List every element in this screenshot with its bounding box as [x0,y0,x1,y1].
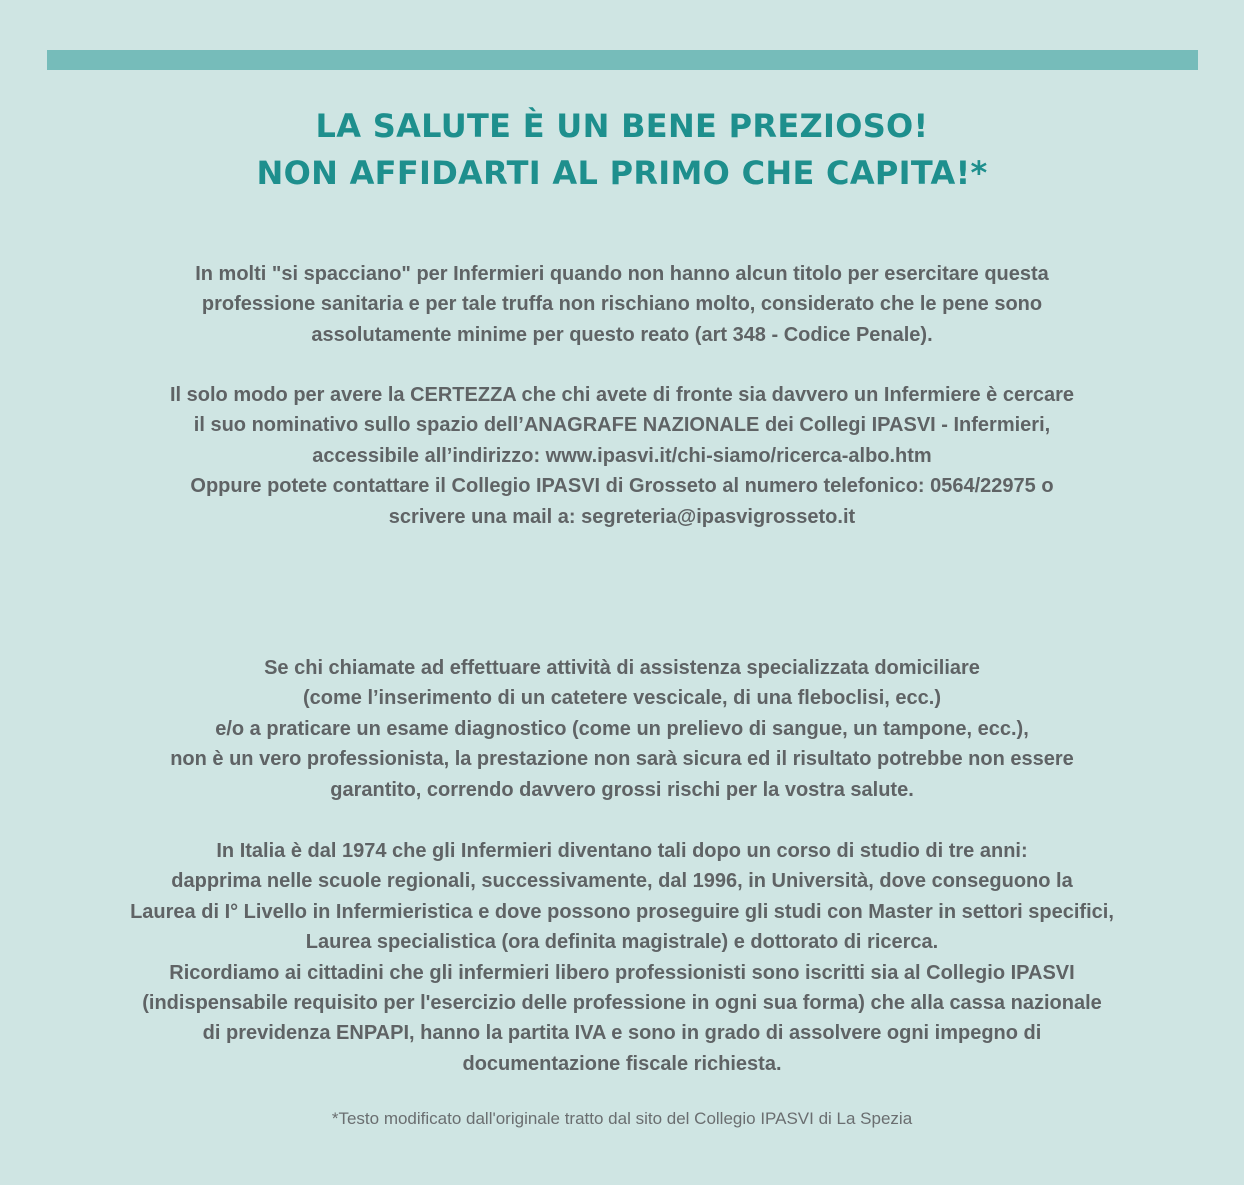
paragraph-line: In Italia è dal 1974 che gli Infermieri diventano tali dopo un corso di studio di tre anni: [216,840,1028,862]
page-title [0,103,1244,197]
paragraph-line: Laurea specialistica (ora definita magistrale) e dottorato di ricerca. [305,931,939,954]
paragraph-education [0,836,1244,1079]
paragraph-line: il suo nominativo sullo spazio dell’ANAGRAFE NAZIONALE dei Collegi IPASVI - Infermieri, [193,414,1051,437]
paragraph-line-phone: Oppure potete contattare il Collegio IPASVI di Grosseto al numero telefonico: 0564/22975 o [190,475,1054,498]
paragraph-line: In molti "si spacciano" per Infermieri quando non hanno alcun titolo per esercitare questa [195,263,1049,285]
paragraph-line: assolutamente minime per questo reato (art 348 - Codice Penale). [311,323,933,346]
title-line-1: LA SALUTE È UN BENE PREZIOSO! [315,107,929,145]
paragraph-line: Se chi chiamate ad effettuare attività di assistenza specializzata domiciliare [264,657,980,679]
paragraph-line-url: accessibile all’indirizzo: www.ipasvi.it/chi-siamo/ricerca-albo.htm [312,444,932,467]
paragraph-risks [0,653,1244,805]
paragraph-line: garantito, correndo davvero grossi rischi per la vostra salute. [330,778,914,801]
paragraph-verification [0,380,1244,532]
title-line-2: NON AFFIDARTI AL PRIMO CHE CAPITA!* [256,154,988,192]
paragraph-impostors [0,259,1244,350]
paragraph-line: e/o a praticare un esame diagnostico (come un prelievo di sangue, un tampone, ecc.), [215,717,1029,740]
paragraph-line: dapprima nelle scuole regionali, successivamente, dal 1996, in Università, dove conseguono la [171,870,1073,893]
paragraph-line-email: scrivere una mail a: segreteria@ipasvigrosseto.it [388,505,856,528]
paragraph-line: documentazione fiscale richiesta. [462,1052,782,1075]
paragraph-line: (come l’inserimento di un catetere vescicale, di una fleboclisi, ecc.) [302,687,941,710]
paragraph-line: Il solo modo per avere la CERTEZZA che chi avete di fronte sia davvero un Infermiere è cercare [169,384,1075,406]
paragraph-line: professione sanitaria e per tale truffa non rischiano molto, considerato che le pene sono [201,293,1043,316]
paragraph-line: (indispensabile requisito per l'esercizio delle professione in ogni sua forma) che alla cassa nazionale [142,992,1102,1015]
top-accent-bar [47,50,1198,70]
paragraph-line: Ricordiamo ai cittadini che gli infermieri libero professionisti sono iscritti sia al Collegio IPASVI [169,961,1075,984]
footnote: *Testo modificato dall'originale tratto dal sito del Collegio IPASVI di La Spezia [331,1109,913,1128]
paragraph-line: Laurea di I° Livello in Infermieristica e dove possono proseguire gli studi con Master in settori specifici, [130,900,1114,923]
paragraph-line: non è un vero professionista, la prestazione non sarà sicura ed il risultato potrebbe non essere [170,748,1074,771]
paragraph-line: di previdenza ENPAPI, hanno la partita IVA e sono in grado di assolvere ogni impegno di [202,1022,1042,1045]
